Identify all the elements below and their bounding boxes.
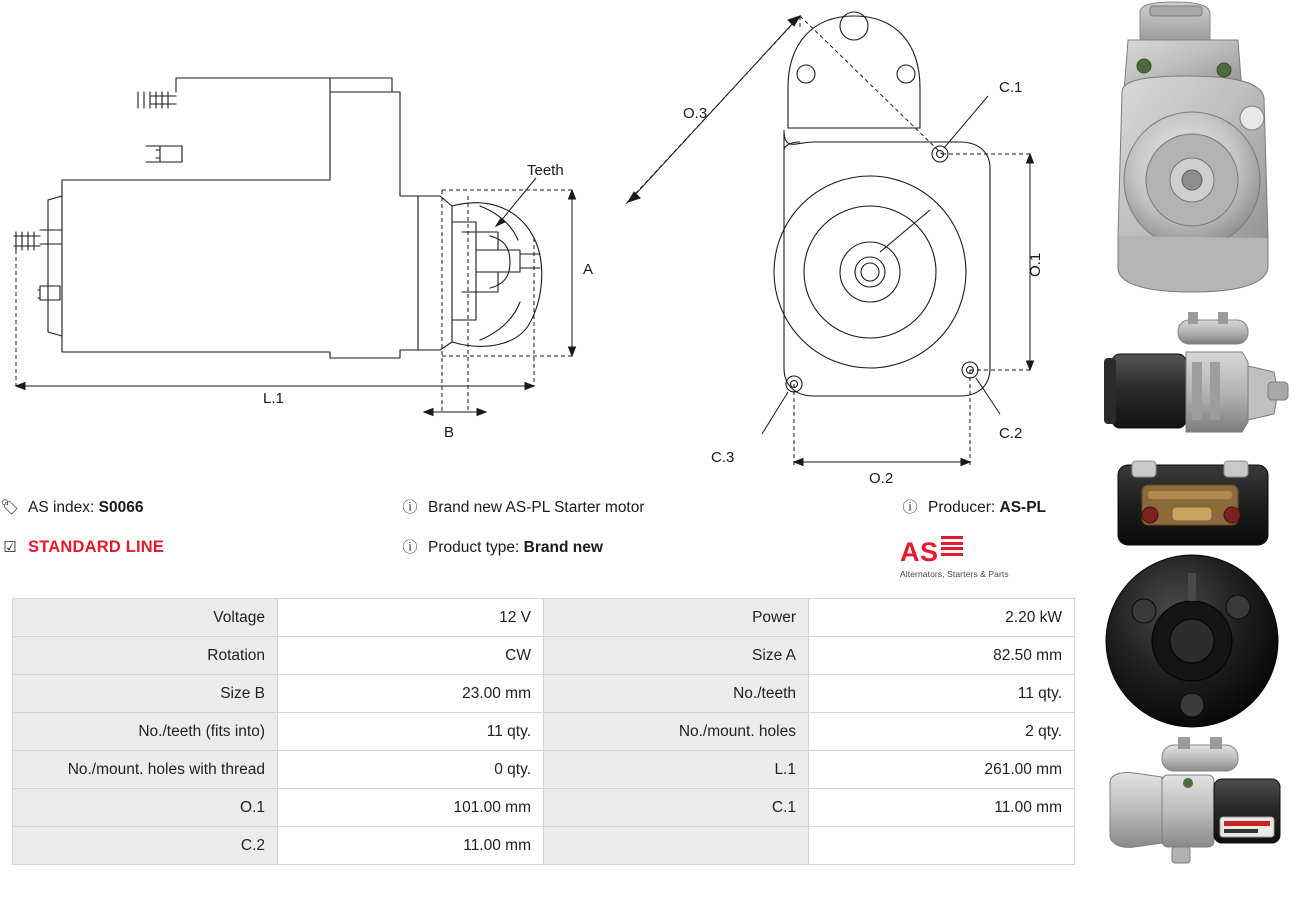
brand-new-block	[400, 498, 900, 518]
tag-icon: 🏷	[0, 499, 20, 516]
technical-drawings	[0, 0, 1090, 488]
product-photo-drive-end[interactable]	[1092, 0, 1292, 310]
spec-key: Voltage	[13, 599, 278, 637]
label-A: A	[583, 261, 594, 278]
table-row	[13, 637, 1075, 675]
spec-key: Size A	[544, 637, 809, 675]
as-index-block	[0, 498, 400, 518]
as-pl-logo	[900, 536, 1020, 579]
info-icon: ⓘ	[402, 499, 418, 516]
spec-value: 11 qty.	[278, 713, 544, 751]
spec-value: 261.00 mm	[809, 751, 1075, 789]
product-type-block	[400, 538, 900, 558]
spec-key: No./mount. holes with thread	[13, 751, 278, 789]
spec-key: O.1	[13, 789, 278, 827]
spec-key: Size B	[13, 675, 278, 713]
spec-value: 82.50 mm	[809, 637, 1075, 675]
label-O1: O.1	[1027, 252, 1044, 277]
product-photo-rear-end[interactable]	[1092, 553, 1292, 731]
as-index-value: S0066	[98, 499, 144, 516]
product-type-label: Product type:	[428, 539, 520, 556]
table-row	[13, 827, 1075, 865]
producer-block	[900, 498, 1080, 518]
table-row	[13, 789, 1075, 827]
brand-new-text: Brand new AS-PL Starter motor	[428, 499, 645, 516]
label-O2: O.2	[869, 470, 894, 487]
checkbox-icon: ☑	[3, 539, 17, 556]
spec-key-empty	[544, 827, 809, 865]
label-O3: O.3	[683, 105, 708, 122]
spec-value: 2.20 kW	[809, 599, 1075, 637]
specifications-table	[12, 598, 1075, 865]
info-row-1	[0, 498, 1080, 538]
spec-key: C.2	[13, 827, 278, 865]
standard-line-label: STANDARD LINE	[28, 538, 165, 556]
spec-value: 0 qty.	[278, 751, 544, 789]
brand-mark-text: AS	[900, 537, 939, 567]
table-row	[13, 599, 1075, 637]
product-type-value: Brand new	[523, 539, 603, 556]
product-info	[0, 498, 1080, 586]
spec-key: No./mount. holes	[544, 713, 809, 751]
label-L1: L.1	[263, 390, 284, 407]
drawing-canvas	[0, 0, 1090, 488]
spec-value: 11.00 mm	[809, 789, 1075, 827]
label-teeth: Teeth	[527, 162, 564, 179]
product-photos	[1090, 0, 1294, 898]
table-row	[13, 751, 1075, 789]
spec-value: 2 qty.	[809, 713, 1075, 751]
spec-value: 11 qty.	[809, 675, 1075, 713]
spec-key: No./teeth (fits into)	[13, 713, 278, 751]
spec-key: C.1	[544, 789, 809, 827]
spec-value: 11.00 mm	[278, 827, 544, 865]
label-B: B	[444, 424, 455, 441]
label-C3: C.3	[711, 449, 735, 466]
label-C2: C.2	[999, 425, 1023, 442]
spec-value: CW	[278, 637, 544, 675]
spec-value: 12 V	[278, 599, 544, 637]
product-photo-solenoid[interactable]	[1092, 455, 1292, 553]
brand-subtitle: Alternators, Starters & Parts	[900, 569, 1009, 579]
spec-key: No./teeth	[544, 675, 809, 713]
product-photo-full[interactable]	[1092, 731, 1292, 877]
producer-label: Producer:	[928, 499, 996, 516]
spec-key: Rotation	[13, 637, 278, 675]
info-icon: ⓘ	[402, 539, 418, 556]
standard-line-block	[0, 538, 400, 558]
spec-value: 23.00 mm	[278, 675, 544, 713]
spec-value-empty	[809, 827, 1075, 865]
table-row	[13, 675, 1075, 713]
brand-bars-icon	[941, 536, 963, 558]
producer-value: AS-PL	[999, 499, 1047, 516]
spec-key: Power	[544, 599, 809, 637]
product-photo-side[interactable]	[1092, 310, 1292, 455]
spec-key: L.1	[544, 751, 809, 789]
label-C1: C.1	[999, 79, 1023, 96]
as-index-label: AS index:	[28, 499, 95, 516]
spec-value: 101.00 mm	[278, 789, 544, 827]
info-icon: ⓘ	[902, 499, 918, 516]
table-row	[13, 713, 1075, 751]
